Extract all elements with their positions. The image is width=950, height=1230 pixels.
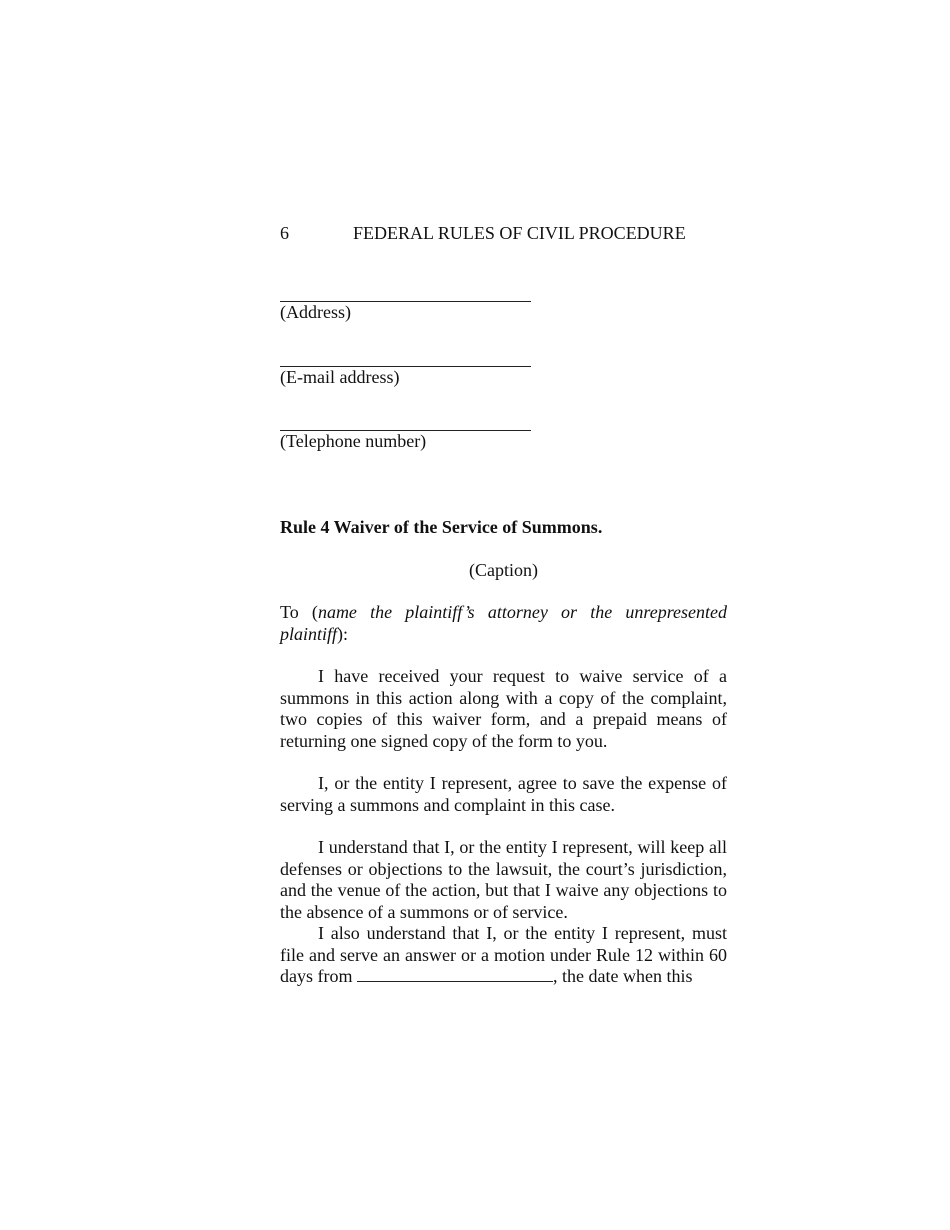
paragraph-keep-defenses: I understand that I, or the entity I represent, will keep all defenses or objections to the lawsuit, the court’s jurisdiction, and the venue of the action, but that I waive any objections to the absence of a summons or of service.	[280, 837, 727, 922]
deadline-text-after: , the date when this	[552, 966, 693, 986]
email-field	[280, 366, 531, 389]
address-field	[280, 301, 531, 324]
date-blank-line	[357, 966, 553, 982]
rule-heading: Rule 4 Waiver of the Service of Summons.	[280, 517, 603, 537]
caption: (Caption)	[469, 560, 538, 580]
page-number: 6	[280, 223, 289, 243]
telephone-label: (Telephone number)	[280, 431, 427, 451]
paragraph-received-request: I have received your request to waive service of a summons in this action along with a copy of the complaint, two copies of this waiver form, and a prepaid means of returning one signed copy of the form to you.	[280, 666, 727, 751]
header-title: FEDERAL RULES OF CIVIL PROCEDURE	[353, 223, 686, 243]
to-line	[280, 602, 727, 645]
to-prefix: To (	[280, 602, 318, 622]
paragraph-save-expense: I, or the entity I represent, agree to save the expense of serving a summons and complaint in this case.	[280, 773, 727, 815]
running-header	[280, 223, 728, 245]
address-label: (Address)	[280, 302, 351, 322]
paragraph-answer-deadline	[280, 923, 727, 988]
to-italic: name the plaintiff’s attorney or the unrepresented plaintiff	[280, 602, 728, 644]
telephone-field	[280, 430, 531, 453]
email-label: (E-mail address)	[280, 367, 400, 387]
deadline-text-before: I also understand that I, or the entity I represent, must file and serve an answer or a motion under Rule 12 within 60 days from	[280, 923, 727, 986]
to-suffix: ):	[337, 623, 349, 644]
